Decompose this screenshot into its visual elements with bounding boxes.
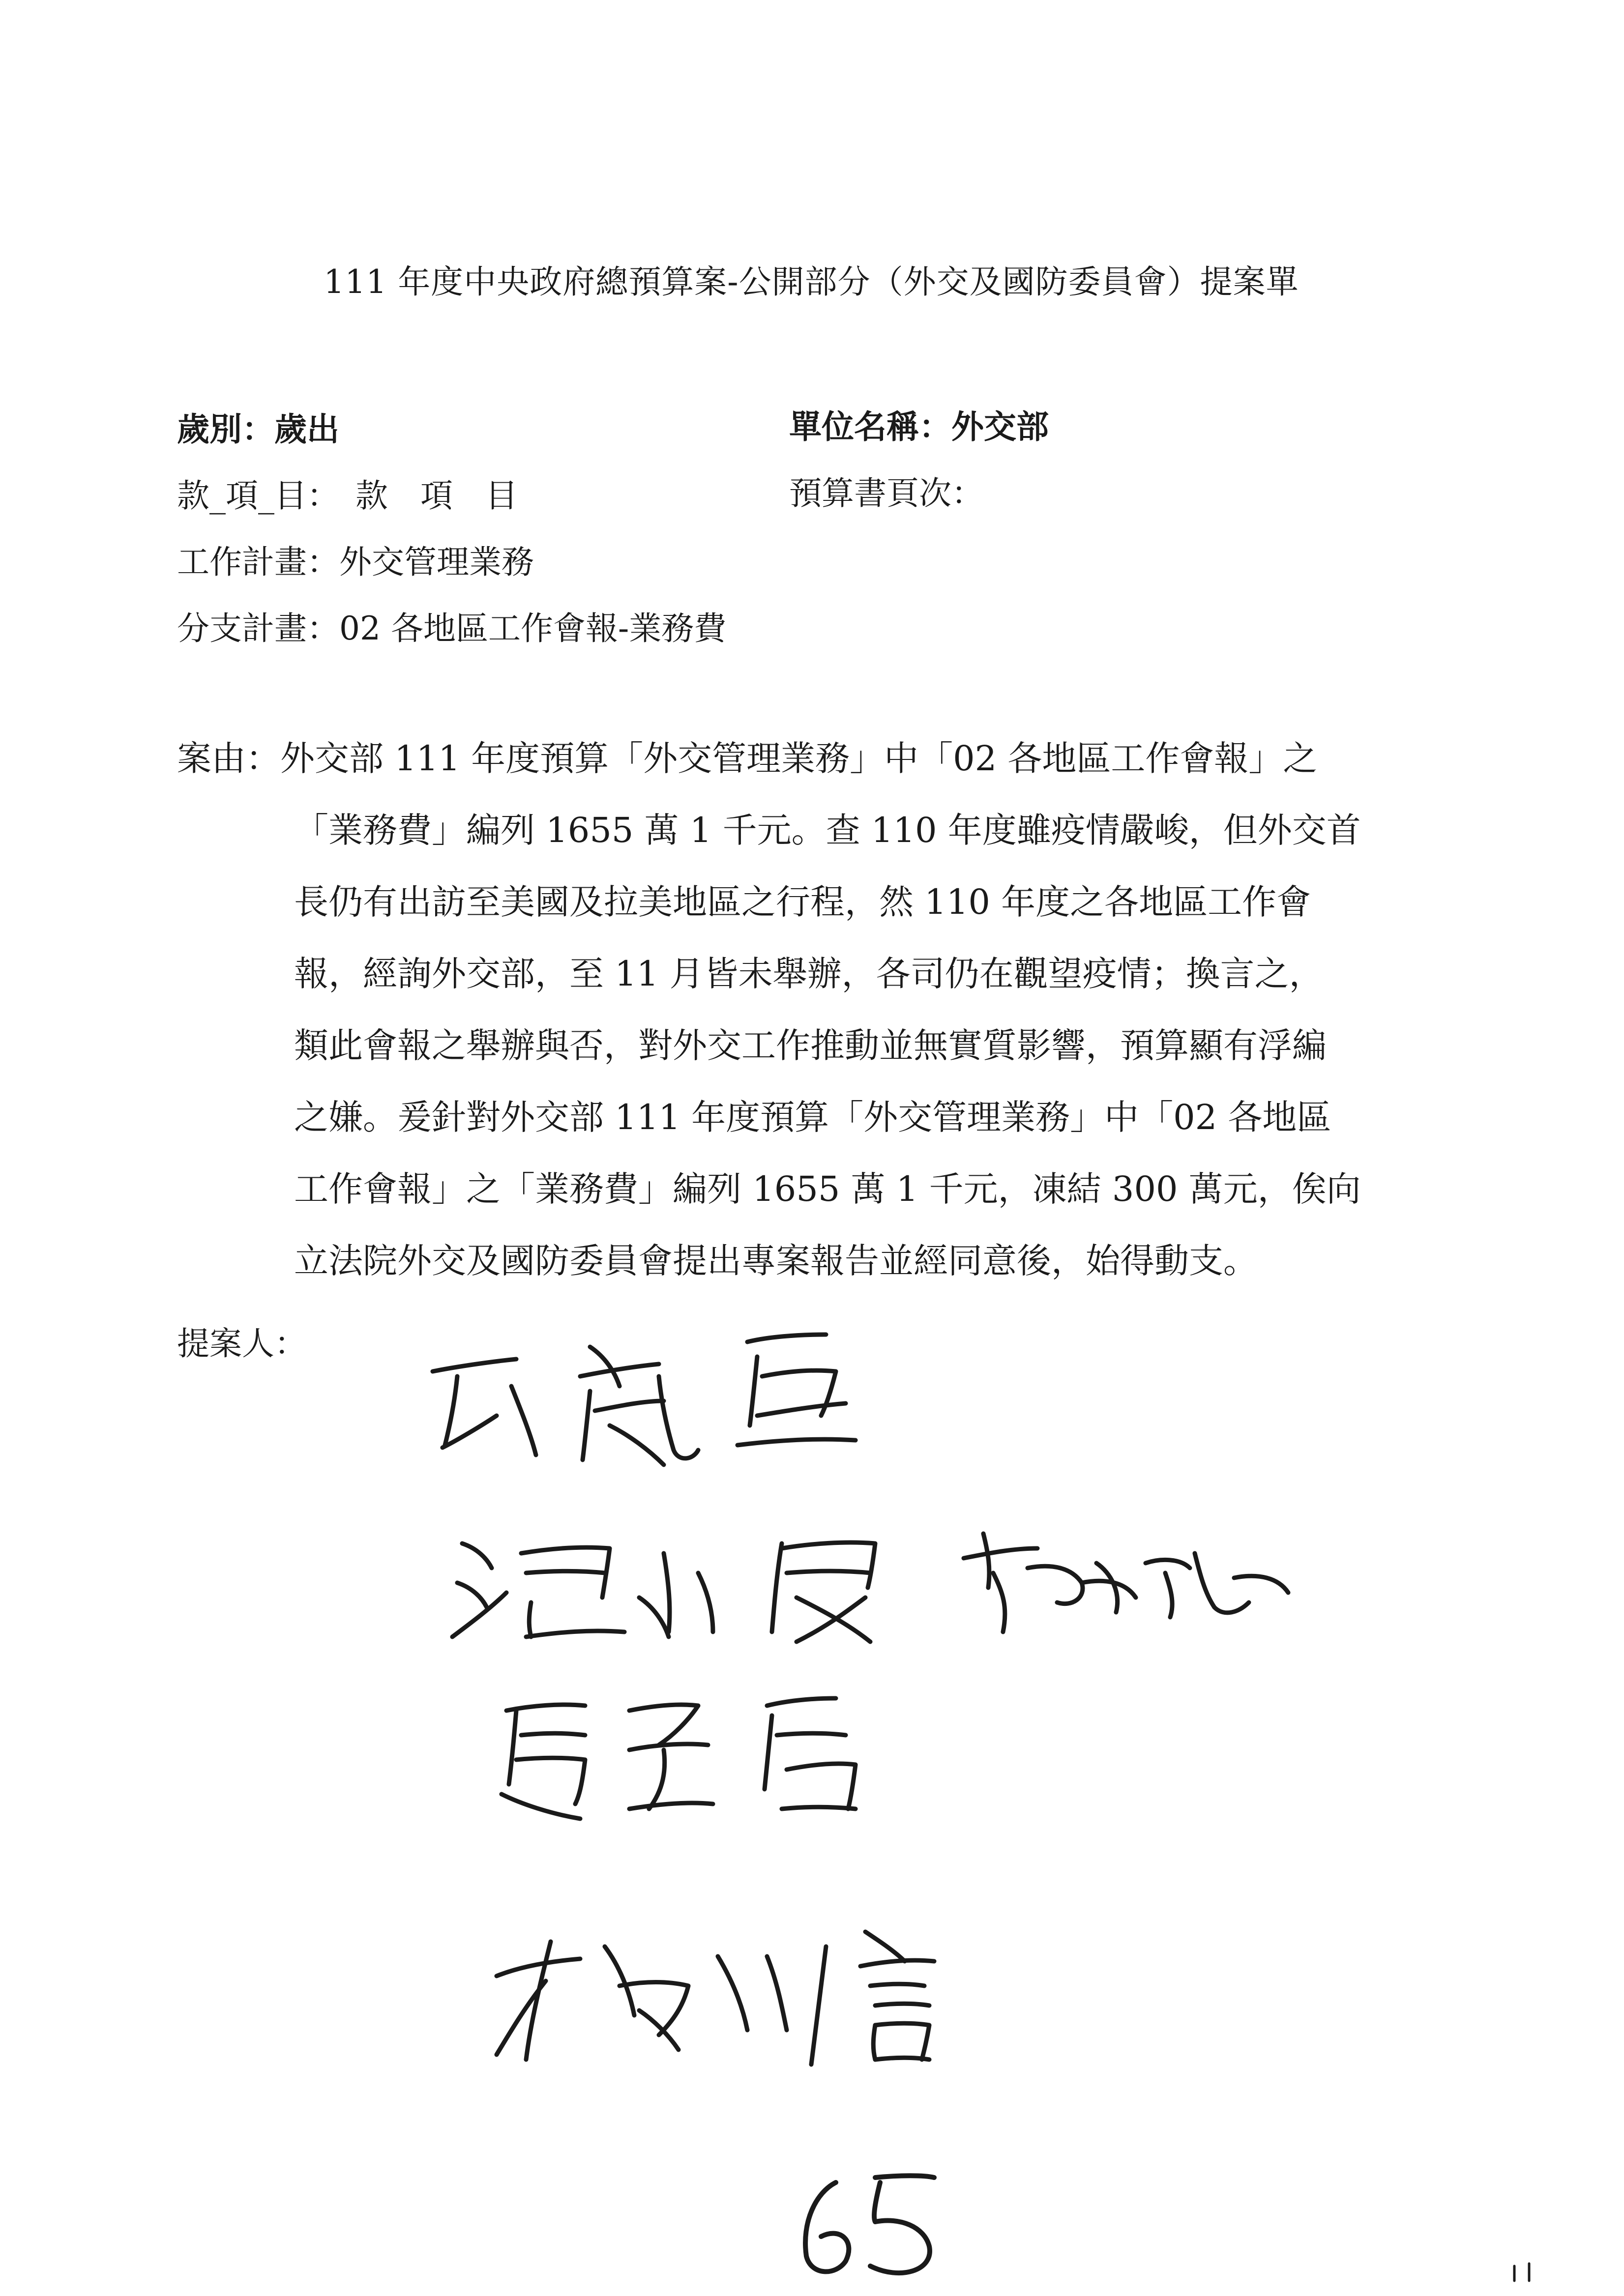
reason-prefix: 案由： [177,738,280,779]
category-label: 歲別：歲出 [177,410,339,448]
reason-line: 長仍有出訪至美國及拉美地區之行程，然 110 年度之各地區工作會 [294,882,1311,922]
handwritten-page-number [805,2176,934,2273]
handwritten-signature-2 [452,1542,875,1642]
proposer-label: 提案人： [177,1325,307,1363]
handwritten-signature-1 [433,1335,856,1465]
reason-line: 工作會報」之「業務費」編列 1655 萬 1 千元，凍結 300 萬元，俟向 [294,1169,1361,1209]
reason-line: 「業務費」編列 1655 萬 1 千元。查 110 年度雖疫情嚴峻，但外交首 [294,810,1361,850]
handwritten-signature-4 [502,1698,856,1819]
work-plan-label: 工作計畫：外交管理業務 [177,543,534,581]
reason-line: 報，經詢外交部，至 11 月皆未舉辦，各司仍在觀望疫情；換言之， [294,954,1324,994]
reason-line: 類此會報之舉辦與否，對外交工作推動並無實質影響，預算顯有浮編 [294,1025,1327,1066]
reason-line: 之嫌。爰針對外交部 111 年度預算「外交管理業務」中「02 各地區 [294,1097,1331,1137]
reason-line: 立法院外交及國防委員會提出專案報告並經同意後，始得動支。 [294,1241,1258,1281]
sub-plan-label: 分支計畫：02 各地區工作會報-業務費 [177,610,727,647]
reason-line: 外交部 111 年度預算「外交管理業務」中「02 各地區工作會報」之 [280,738,1318,779]
unit-label: 單位名稱：外交部 [789,407,1049,446]
handwritten-signature-3 [964,1534,1288,1632]
scan-edge-marks [1514,2264,1529,2281]
handwritten-signature-5 [497,1932,934,2064]
budget-page-label: 預算書頁次： [789,474,984,512]
item-label: 款_項_目： 款 項 目 [177,477,518,515]
document-title: 111 年度中央政府總預算案-公開部分（外交及國防委員會）提案單 [324,263,1299,301]
